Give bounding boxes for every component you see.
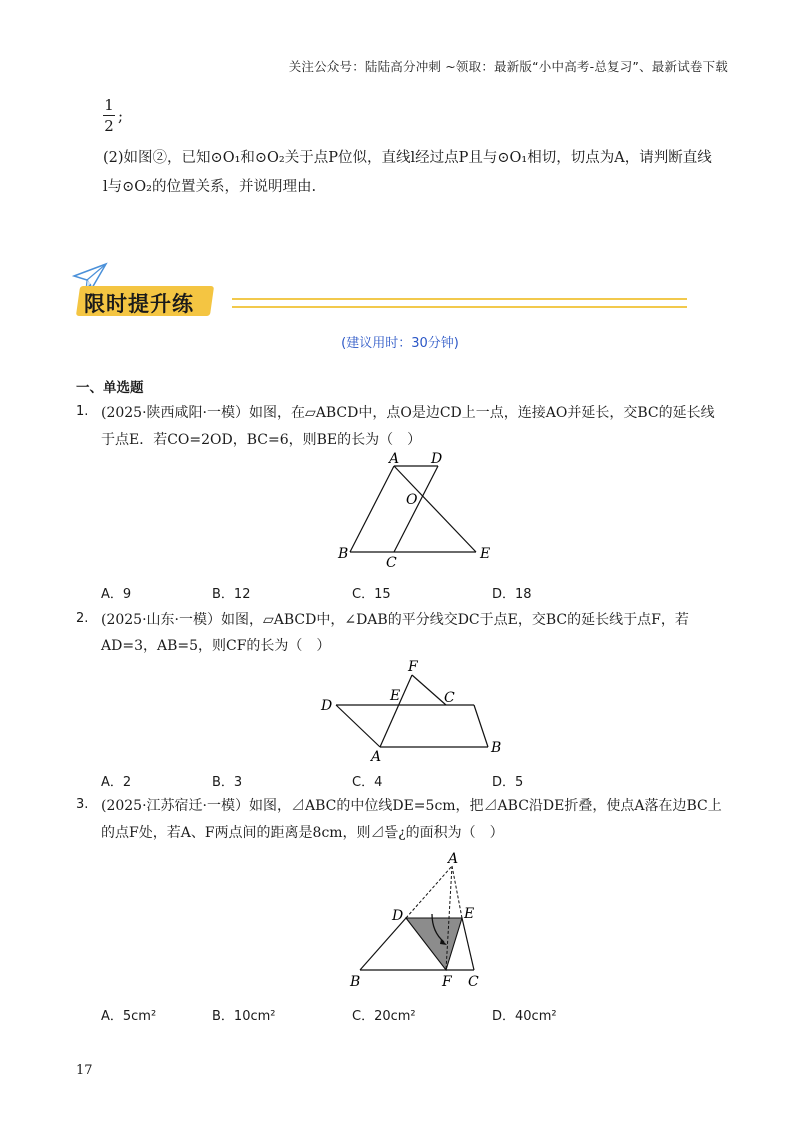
- fraction-denominator: 2: [104, 117, 114, 135]
- fig-label: C: [468, 974, 479, 990]
- option-b: B．12: [212, 587, 251, 602]
- figure-fold-triangle: [340, 848, 500, 993]
- fig-label: A: [389, 451, 400, 467]
- fig-label: B: [491, 740, 502, 756]
- fig-label: C: [386, 555, 397, 571]
- option-a: A．9: [101, 587, 132, 602]
- fraction-one-half: [103, 96, 124, 135]
- banner-title: 限时提升练: [84, 292, 194, 316]
- time-note: (建议用时：30分钟): [341, 336, 459, 351]
- option-c: C．4: [352, 775, 383, 790]
- question-text-line1: (2025·江苏宿迁·一模）如图，⊿ABC的中位线DE=5cm，把⊿ABC沿DE折叠，使点A落在边BC上: [101, 798, 722, 814]
- fig-label: F: [408, 659, 418, 675]
- page-header: 关注公众号：陆陆高分冲刺 ~领取：最新版“小中高考-总复习”、最新试卷下载: [288, 59, 728, 74]
- fig-label: D: [321, 698, 333, 714]
- fig-label: A: [371, 749, 382, 765]
- fig-label: E: [464, 906, 475, 922]
- question-number: 2.: [76, 611, 89, 626]
- fig-label: E: [390, 688, 401, 704]
- figure-parallelogram-1: [330, 448, 500, 574]
- figure-parallelogram-2: [316, 655, 516, 765]
- option-a: A．5cm²: [101, 1009, 157, 1024]
- fig-label: O: [406, 492, 418, 508]
- fig-label: F: [442, 974, 452, 990]
- option-d: D．18: [492, 587, 532, 602]
- fig-label: D: [392, 908, 404, 924]
- page-number: 17: [76, 1063, 93, 1078]
- option-b: B．3: [212, 775, 243, 790]
- fig-label: E: [480, 546, 491, 562]
- question-number: 3.: [76, 797, 89, 812]
- question-text-line1: (2025·陕西咸阳·一模）如图，在▱ABCD中，点O是边CD上一点，连接AO并延长，交BC的延长线: [101, 405, 715, 421]
- option-d: D．5: [492, 775, 524, 790]
- option-a: A．2: [101, 775, 132, 790]
- fig-label: B: [350, 974, 361, 990]
- fraction-suffix: ;: [118, 107, 124, 125]
- option-b: B．10cm²: [212, 1009, 276, 1024]
- question-text-line1: (2025·山东·一模）如图，▱ABCD中，∠DAB的平分线交DC于点E，交BC的延长线于点F，若: [101, 612, 689, 628]
- fig-label: B: [338, 546, 349, 562]
- fraction-bar: [103, 115, 115, 116]
- question-number: 1.: [76, 404, 89, 419]
- question-part2-line1: (2)如图②，已知⊙O₁和⊙O₂关于点P位似，直线l经过点P且与⊙O₁相切，切点为A，请判断直线: [103, 150, 712, 166]
- question-text-line2: 于点E．若CO=2OD，BC=6，则BE的长为（ ）: [101, 432, 422, 448]
- fig-label: C: [444, 690, 455, 706]
- option-c: C．15: [352, 587, 391, 602]
- fraction-numerator: 1: [104, 96, 114, 114]
- question-text-line2: AD=3，AB=5，则CF的长为（ ）: [101, 638, 331, 654]
- question-text-line2: 的点F处，若A、F两点间的距离是8cm，则⊿뜰¿的面积为（ ）: [101, 825, 504, 841]
- fig-label: D: [431, 451, 443, 467]
- banner-divider: [232, 298, 687, 308]
- option-c: C．20cm²: [352, 1009, 416, 1024]
- fig-label: A: [448, 851, 459, 867]
- option-d: D．40cm²: [492, 1009, 557, 1024]
- question-part2-line2: l与⊙O₂的位置关系，并说明理由.: [103, 179, 317, 195]
- section-title: 一、单选题: [76, 380, 144, 396]
